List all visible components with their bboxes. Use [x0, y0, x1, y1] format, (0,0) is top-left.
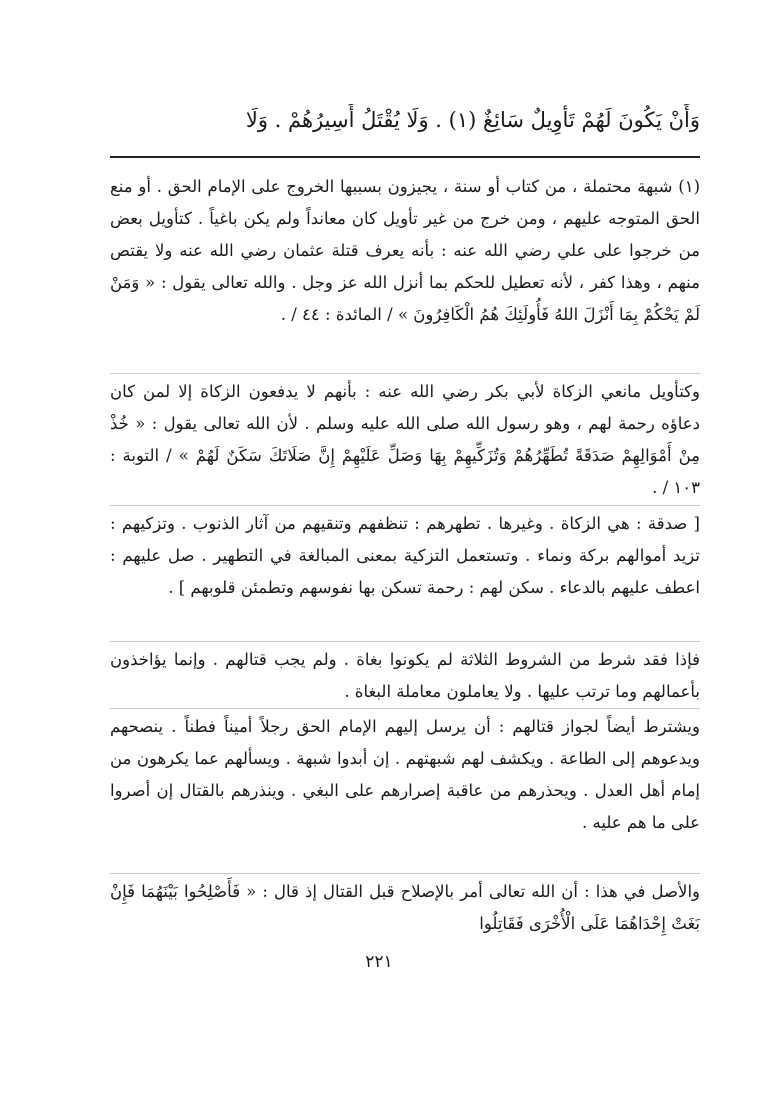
footnote-paragraph: وكتأويل مانعي الزكاة لأبي بكر رضي الله عنه : بأنهم لا يدفعون الزكاة إلا لمن كان دعاؤه رحمة لهم ، وهو رسول الله صلى الله عليه وسلم . لأن الله تعالى يقول : « خُذْ مِنْ أَمْوَالِهِمْ صَدَقَةً تُطَهِّرُهُمْ وَتُزَكِّيهِمْ بِهَا وَصَلِّ عَلَيْهِمْ إِنَّ صَلَاتَكَ سَكَنٌ لَهُمْ » / التوبة : ١٠٣ / .: [110, 382, 700, 497]
paragraph-separator: [110, 373, 700, 374]
glossary-paragraph: [ صدقة : هي الزكاة . وغيرها . تطهرهم : تنظفهم وتنقيهم من آثار الذنوب . وتزكيهم : تزيد أموالهم بركة ونماء . وتستعمل التزكية بمعنى المبالغة في التطهير . صل عليهم : اعطف عليهم بالدعاء . سكن لهم : رحمة تسكن بها نفوسهم وتطمئن قلوبهم ] .: [110, 514, 700, 597]
paragraph-separator: [110, 873, 700, 874]
body-paragraph: والأصل في هذا : أن الله تعالى أمر بالإصلاح قبل القتال إذ قال : « فَأَصْلِحُوا بَيْنَهُمَا فَإِنْ بَغَتْ إِحْدَاهُمَا عَلَى الْأُخْرَى فَقَاتِلُوا: [110, 882, 700, 933]
footnote-paragraph: (١) شبهة محتملة ، من كتاب أو سنة ، يجيزون بسببها الخروج على الإمام الحق . أو منع الحق المتوجه عليهم ، ومن خرج من غير تأويل كان معانداً ولم يكن باغياً . كتأويل بعض من خرجوا على علي رضي الله عنه : بأنه يعرف قتلة عثمان رضي الله عنه ولا يقتص منهم ، وهذا كفر ، لأنه تعطيل للحكم بما أنزل الله عز وجل . والله تعالى يقول : « وَمَنْ لَمْ يَحْكُمْ بِمَا أَنْزَلَ اللهُ فَأُولَئِكَ هُمُ الْكَافِرُونَ » / المائدة : ٤٤ / .: [110, 177, 700, 324]
body-paragraph: ويشترط أيضاً لجواز قتالهم : أن يرسل إليهم الإمام الحق رجلاً أميناً فطناً . ينصحهم ويدعوهم إلى الطاعة . ويكشف لهم شبهتهم . إن أبدوا شبهة . ويسألهم عما يكرهون من إمام أهل العدل . ويحذرهم من عاقبة إصرارهم على البغي . وينذرهم بالقتال إن أصروا على ما هم عليه .: [110, 717, 700, 832]
body-paragraph: فإذا فقد شرط من الشروط الثلاثة لم يكونوا بغاة . ولم يجب قتالهم . وإنما يؤاخذون بأعمالهم وما ترتب عليها . ولا يعاملون معاملة البغاة .: [110, 650, 700, 701]
footnote-divider: [110, 156, 700, 158]
paragraph-separator: [110, 708, 700, 709]
paragraph-separator: [110, 641, 700, 642]
page-number: ٢٢١: [365, 952, 393, 972]
paragraph-separator: [110, 505, 700, 506]
main-text-line: وَأَنْ يَكُونَ لَهُمْ تَأْوِيلٌ سَائِغٌ (١) . وَلَا يُقْتَلُ أَسِيرُهُمْ . وَلَا: [245, 108, 700, 132]
